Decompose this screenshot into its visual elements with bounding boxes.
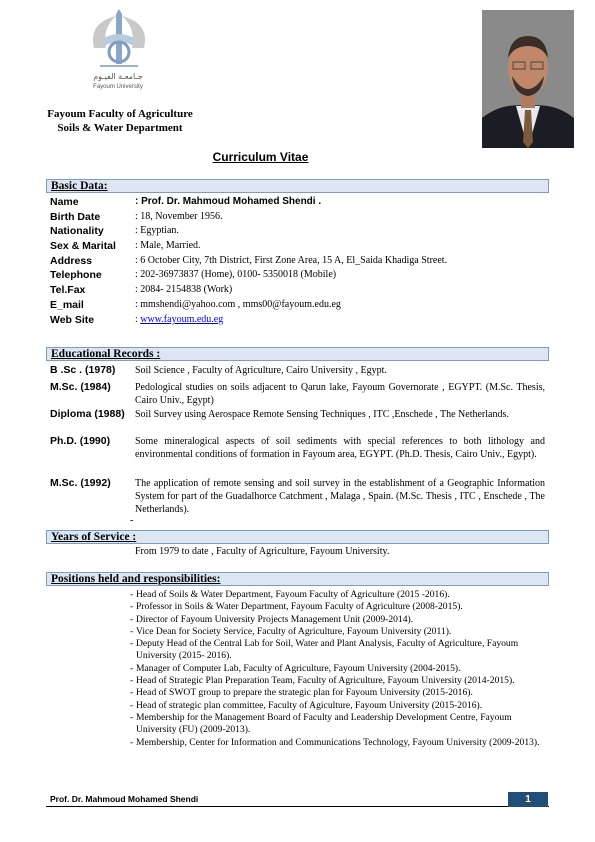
label-name: Name (50, 196, 79, 208)
list-item: - Deputy Head of the Central Lab for Soil, Water and Plant Analysis, Faculty of Agriculture, Fayoum University (2015- 2016). (130, 638, 548, 663)
list-item: - Director of Fayoum University Projects Management Unit (2009-2014). (130, 614, 548, 626)
faculty-name: Fayoum Faculty of Agriculture (47, 108, 193, 120)
edu-label-diploma: Diploma (1988) (50, 408, 125, 420)
list-item: - Head of SWOT group to prepare the strategic plan for Fayoum University (2015-2016). (130, 687, 548, 699)
edu-value-msc-1992: The application of remote sensing and soil survey in the establishment of a Geographic Information System for part of the Guadalhorce Catchment , Malaga , Spain. (M.Sc. Thesis , ITC , Enschede , The Netherlands). (135, 478, 545, 515)
list-item: - Membership, Center for Information and Communications Technology, Fayoum University (2009-2013). (130, 737, 548, 749)
value-name: : Prof. Dr. Mahmoud Mohamed Shendi . (135, 196, 322, 207)
value-tel-fax: : 2084- 2154838 (Work) (135, 284, 233, 295)
edu-value-diploma: Soil Survey using Aerospace Remote Sensing Techniques , ITC ,Enschede , The Netherlands. (135, 409, 509, 420)
web-site-link[interactable]: www.fayoum.edu.eg (140, 314, 224, 325)
list-item: - Head of Strategic Plan Preparation Team, Faculty of Agriculture, Fayoum University (2014-2015). (130, 675, 548, 687)
document-title: Curriculum Vitae (212, 150, 309, 164)
label-telephone: Telephone (50, 269, 102, 281)
section-educational-records (46, 347, 549, 361)
web-site-prefix: : (135, 314, 141, 325)
value-web-site (135, 314, 223, 325)
edu-label-msc-1992: M.Sc. (1992) (50, 477, 111, 489)
value-nationality: : Egyptian. (135, 225, 179, 236)
label-web-site: Web Site (50, 314, 95, 326)
list-item: - Manager of Computer Lab, Faculty of Agriculture, Fayoum University (2004-2015). (130, 663, 548, 675)
value-telephone: : 202-36973837 (Home), 0100- 5350018 (Mobile) (135, 269, 337, 280)
edu-label-phd: Ph.D. (1990) (50, 435, 111, 447)
logo-english-text: Fayoum University (93, 84, 143, 90)
value-sex-marital: : Male, Married. (135, 240, 201, 251)
logo-arabic-text: جـامعـة الفيـوم (93, 72, 143, 81)
section-basic-data (46, 179, 549, 193)
list-item: - Head of strategic plan committee, Faculty of Agiculture, Fayoum University (2015-2016). (130, 700, 548, 712)
section-heading: Basic Data: (51, 180, 108, 192)
edu-value-bsc: Soil Science , Faculty of Agriculture, Cairo University , Egypt. (135, 365, 387, 376)
section-heading: Educational Records : (51, 348, 161, 360)
value-birth-date: : 18, November 1956. (135, 211, 223, 222)
list-item: - Membership for the Management Board of Faculty and Leadership Development Centre, Fayoum University (FU) (2009-2013). (130, 712, 548, 737)
edu-value-phd: Some mineralogical aspects of soil sediments with special references to both lithology and environmental conditions of formation in Fayoum area, EGYPT. (Ph.D. Thesis, Cairo Univ., Egypt). (135, 436, 545, 460)
list-item: - Vice Dean for Society Service, Faculty of Agriculture, Fayoum University (2011). (130, 626, 548, 638)
edu-label-msc-1984: M.Sc. (1984) (50, 381, 111, 393)
label-sex-marital: Sex & Marital (50, 240, 116, 252)
value-email: : mmshendi@yahoo.com , mms00@fayoum.edu.eg (135, 299, 341, 310)
label-address: Address (50, 255, 93, 267)
page-number: 1 (508, 792, 548, 807)
list-item: - Head of Soils & Water Department, Fayoum Faculty of Agriculture (2015 -2016). (130, 589, 548, 601)
label-email: E_mail (50, 299, 84, 311)
section-heading: Years of Service : (51, 531, 137, 543)
service-text: From 1979 to date , Faculty of Agriculture, Fayoum University. (135, 546, 390, 557)
label-birth-date: Birth Date (50, 211, 101, 223)
label-tel-fax: Tel.Fax (50, 284, 86, 296)
edu-trailing-dash: - (130, 515, 134, 526)
portrait-photo (482, 10, 574, 148)
department-name: Soils & Water Department (57, 122, 183, 134)
value-address: : 6 October City, 7th District, First Zone Area, 15 A, El_Saida Khadiga Street. (135, 255, 448, 266)
section-heading: Positions held and responsibilities: (51, 573, 221, 585)
positions-list (130, 589, 548, 749)
edu-value-msc-1984: Pedological studies on soils adjacent to Qarun lake, Fayoum Governorate , EGYPT. (M.Sc. Thesis, Cairo Univ., Egypt) (135, 382, 545, 406)
section-positions (46, 572, 549, 586)
footer-divider (46, 806, 549, 807)
footer-author: Prof. Dr. Mahmoud Mohamed Shendi (50, 794, 199, 804)
section-years-of-service (46, 530, 549, 544)
edu-label-bsc: B .Sc . (1978) (50, 364, 116, 376)
list-item: - Professor in Soils & Water Department, Fayoum Faculty of Agriculture (2008-2015). (130, 601, 548, 613)
label-nationality: Nationality (50, 225, 104, 237)
